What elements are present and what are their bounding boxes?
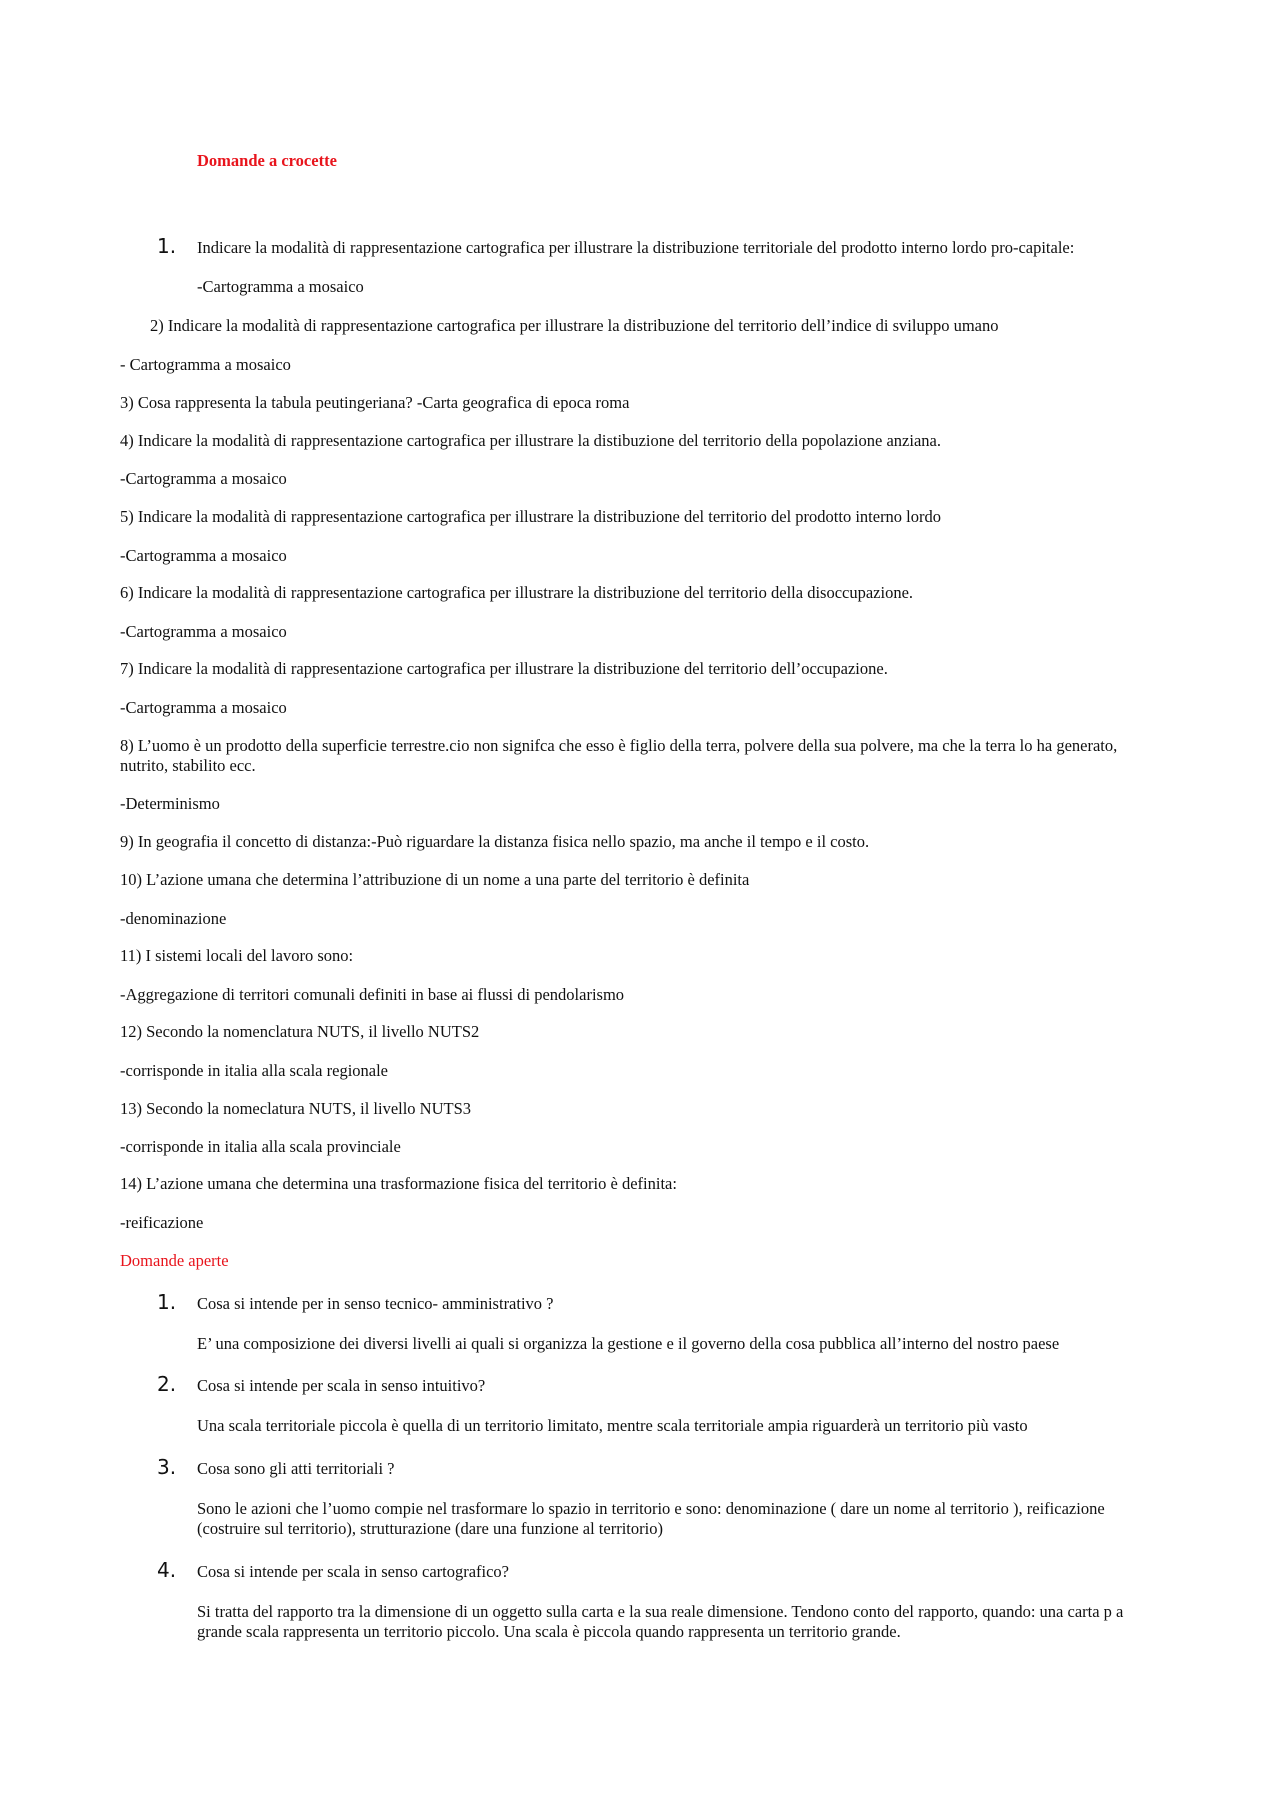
o2-answer: Una scala territoriale piccola è quella di un territorio limitato, mentre scala territoriale ampia riguarderà un territorio più vasto (197, 1416, 1028, 1435)
q13-question: 13) Secondo la nomeclatura NUTS, il livello NUTS3 (120, 1099, 472, 1118)
o4-number: 4. (157, 1558, 177, 1582)
o2-question: Cosa si intende per scala in senso intuitivo? (197, 1376, 486, 1395)
q5-question: 5) Indicare la modalità di rappresentazione cartografica per illustrare la distribuzione del territorio del prodotto interno lordo (120, 507, 942, 526)
q8-question: 8) L’uomo è un prodotto della superficie terrestre.cio non signifca che esso è figlio della terra, polvere della sua polvere, ma che la terra lo ha generato, nutrito, stabilito ecc. (120, 736, 1118, 775)
heading-closed-questions: Domande a crocette (197, 151, 337, 170)
o3-number: 3. (157, 1455, 177, 1479)
q10-question: 10) L’azione umana che determina l’attribuzione di un nome a una parte del territorio è definita (120, 870, 750, 889)
q11-question: 11) I sistemi locali del lavoro sono: (120, 946, 354, 965)
heading-open-questions: Domande aperte (120, 1251, 229, 1270)
q2-question: 2) Indicare la modalità di rappresentazione cartografica per illustrare la distribuzione del territorio dell’indice di sviluppo umano (150, 316, 999, 335)
o1-number: 1. (157, 1290, 177, 1314)
o3-answer: Sono le azioni che l’uomo compie nel trasformare lo spazio in territorio e sono: denominazione ( dare un nome al territorio ), reificazione (costruire sul territorio), strutturazione (dare una funzione al territorio) (197, 1499, 1105, 1538)
q14-question: 14) L’azione umana che determina una trasformazione fisica del territorio è definita: (120, 1174, 677, 1193)
o4-question: Cosa si intende per scala in senso cartografico? (197, 1562, 510, 1581)
q9-question: 9) In geografia il concetto di distanza:-Può riguardare la distanza fisica nello spazio, ma anche il tempo e il costo. (120, 832, 870, 851)
q12-answer: -corrisponde in italia alla scala regionale (120, 1061, 389, 1080)
q12-question: 12) Secondo la nomenclatura NUTS, il livello NUTS2 (120, 1022, 480, 1041)
q10-answer: -denominazione (120, 909, 227, 928)
q13-answer: -corrisponde in italia alla scala provinciale (120, 1137, 401, 1156)
q1-question: Indicare la modalità di rappresentazione cartografica per illustrare la distribuzione territoriale del prodotto interno lordo pro-capitale: (197, 238, 1075, 257)
q4-question: 4) Indicare la modalità di rappresentazione cartografica per illustrare la distibuzione del territorio della popolazione anziana. (120, 431, 941, 450)
q4-answer: -Cartogramma a mosaico (120, 469, 287, 488)
o2-number: 2. (157, 1372, 177, 1396)
q5-answer: -Cartogramma a mosaico (120, 546, 287, 565)
q6-question: 6) Indicare la modalità di rappresentazione cartografica per illustrare la distribuzione del territorio della disoccupazione. (120, 583, 914, 602)
o1-question: Cosa si intende per in senso tecnico- amministrativo ? (197, 1294, 554, 1313)
q8-answer: -Determinismo (120, 794, 220, 813)
q14-answer: -reificazione (120, 1213, 204, 1232)
o3-question: Cosa sono gli atti territoriali ? (197, 1459, 395, 1478)
q7-question: 7) Indicare la modalità di rappresentazione cartografica per illustrare la distribuzione del territorio dell’occupazione. (120, 659, 888, 678)
q7-answer: -Cartogramma a mosaico (120, 698, 287, 717)
q11-answer: -Aggregazione di territori comunali definiti in base ai flussi di pendolarismo (120, 985, 625, 1004)
q3-question: 3) Cosa rappresenta la tabula peutingeriana? -Carta geografica di epoca roma (120, 393, 630, 412)
q2-answer: - Cartogramma a mosaico (120, 355, 291, 374)
q1-number: 1. (157, 234, 177, 258)
o4-answer: Si tratta del rapporto tra la dimensione di un oggetto sulla carta e la sua reale dimensione. Tendono conto del rapporto, quando: una carta p a grande scala rappresenta un territorio piccolo. Una scala è piccola quando rappresenta un territorio grande. (197, 1602, 1124, 1641)
o1-answer: E’ una composizione dei diversi livelli ai quali si organizza la gestione e il governo della cosa pubblica all’interno del nostro paese (197, 1334, 1060, 1353)
q1-answer: -Cartogramma a mosaico (197, 277, 364, 296)
q6-answer: -Cartogramma a mosaico (120, 622, 287, 641)
